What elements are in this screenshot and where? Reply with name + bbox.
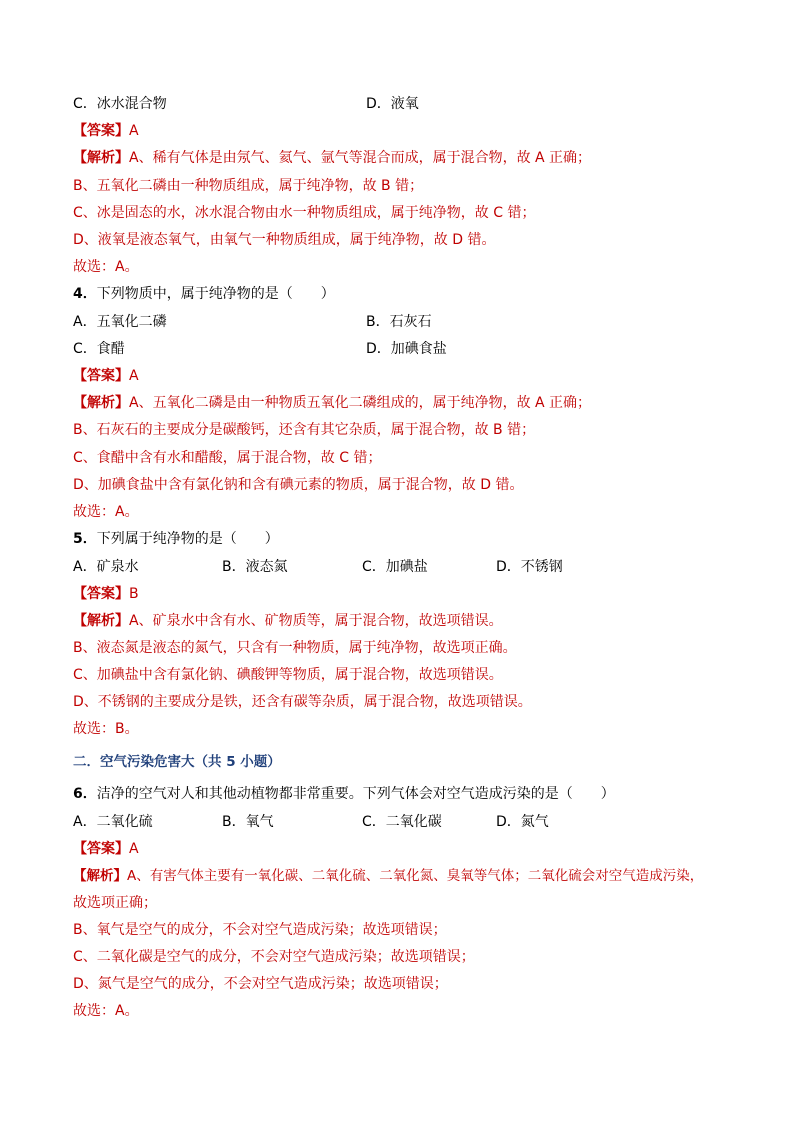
q5-analysis-line-1 — [73, 611, 503, 631]
q5-answer — [73, 584, 139, 604]
question-number: 6． — [73, 786, 97, 802]
q6-analysis-line-1-cont: 故选项正确； — [73, 895, 157, 911]
q4-conclusion: 故选：A。 — [73, 504, 139, 520]
q5-conclusion: 故选：B。 — [73, 721, 139, 737]
q4-analysis-line-3: C、食醋中含有水和醋酸，属于混合物，故 C 错； — [73, 450, 382, 466]
q3-analysis-line-2: B、五氧化二磷由一种物质组成，属于纯净物，故 B 错； — [73, 178, 424, 194]
question-stem: 洁净的空气对人和其他动植物都非常重要。下列气体会对空气造成污染的是（ ） — [96, 786, 615, 802]
analysis-text: A、稀有气体是由氖气、氦气、氩气等混合而成，属于混合物，故 A 正确； — [129, 150, 592, 166]
q4-stem-line — [73, 284, 335, 304]
q6-analysis-line-2: B、氧气是空气的成分，不会对空气造成污染；故选项错误； — [73, 922, 447, 938]
q4-analysis-line-4: D、加碘食盐中含有氯化钠和含有碘元素的物质，属于混合物，故 D 错。 — [73, 477, 524, 493]
q3-conclusion: 故选：A。 — [73, 259, 139, 275]
question-stem: 下列物质中，属于纯净物的是（ ） — [96, 286, 335, 302]
q6-analysis-line-4: D、氮气是空气的成分，不会对空气造成污染；故选项错误； — [73, 976, 448, 992]
q6-option-a: A．二氧化硫 — [73, 814, 153, 830]
q3-analysis-line-1 — [73, 148, 591, 168]
q6-option-b: B．氧气 — [222, 814, 274, 830]
q6-answer — [73, 839, 139, 859]
q3-analysis-line-3: C、冰是固态的水，冰水混合物由水一种物质组成，属于纯净物，故 C 错； — [73, 205, 536, 221]
question-stem: 下列属于纯净物的是（ ） — [96, 531, 279, 547]
q6-analysis-line-3: C、二氧化碳是空气的成分，不会对空气造成污染；故选项错误； — [73, 949, 475, 965]
q4-option-c: C．食醋 — [73, 341, 125, 357]
analysis-tag: 【解析】 — [73, 613, 129, 629]
q5-analysis-line-4: D、不锈钢的主要成分是铁，还含有碳等杂质，属于混合物，故选项错误。 — [73, 694, 532, 710]
q4-answer — [73, 366, 139, 386]
q5-option-b: B．液态氮 — [222, 559, 288, 575]
answer-tag: 【答案】 — [73, 123, 129, 139]
q3-answer — [73, 121, 139, 141]
answer-tag: 【答案】 — [73, 586, 129, 602]
question-number: 5． — [73, 531, 97, 547]
question-number: 4． — [73, 286, 97, 302]
analysis-text: A、五氧化二磷是由一种物质五氧化二磷组成的，属于纯净物，故 A 正确； — [129, 395, 592, 411]
q5-analysis-line-3: C、加碘盐中含有氯化钠、碘酸钾等物质，属于混合物，故选项错误。 — [73, 667, 503, 683]
q5-option-d: D．不锈钢 — [496, 559, 563, 575]
answer-value: B — [129, 586, 139, 602]
section-heading: 二．空气污染危害大（共 5 小题） — [73, 754, 281, 770]
answer-value: A — [129, 841, 139, 857]
q4-analysis-line-2: B、石灰石的主要成分是碳酸钙，还含有其它杂质，属于混合物，故 B 错； — [73, 422, 536, 438]
analysis-tag: 【解析】 — [73, 868, 127, 884]
q5-option-c: C．加碘盐 — [362, 559, 428, 575]
q6-option-d: D．氮气 — [496, 814, 549, 830]
q4-option-b: B．石灰石 — [366, 314, 432, 330]
q5-analysis-line-2: B、液态氮是液态的氮气，只含有一种物质，属于纯净物，故选项正确。 — [73, 640, 517, 656]
answer-value: A — [129, 123, 139, 139]
q4-option-d: D．加碘食盐 — [366, 341, 447, 357]
q3-option-c: C．冰水混合物 — [73, 96, 167, 112]
analysis-text: A、有害气体主要有一氧化碳、二氧化硫、二氧化氮、臭氧等气体；二氧化硫会对空气造成污染， — [127, 868, 704, 884]
q6-stem-line — [73, 784, 615, 804]
q3-analysis-line-4: D、液氧是液态氧气，由氧气一种物质组成，属于纯净物，故 D 错。 — [73, 232, 496, 248]
analysis-tag: 【解析】 — [73, 150, 129, 166]
analysis-tag: 【解析】 — [73, 395, 129, 411]
answer-value: A — [129, 368, 139, 384]
q4-option-a: A．五氧化二磷 — [73, 314, 167, 330]
q5-option-a: A．矿泉水 — [73, 559, 139, 575]
answer-tag: 【答案】 — [73, 841, 129, 857]
answer-tag: 【答案】 — [73, 368, 129, 384]
q6-option-c: C．二氧化碳 — [362, 814, 442, 830]
analysis-text: A、矿泉水中含有水、矿物质等，属于混合物，故选项错误。 — [129, 613, 503, 629]
q5-stem-line — [73, 529, 279, 549]
q6-analysis-line-1 — [73, 866, 703, 886]
q4-analysis-line-1 — [73, 393, 591, 413]
q3-option-d: D．液氧 — [366, 96, 419, 112]
q6-conclusion: 故选：A。 — [73, 1003, 139, 1019]
